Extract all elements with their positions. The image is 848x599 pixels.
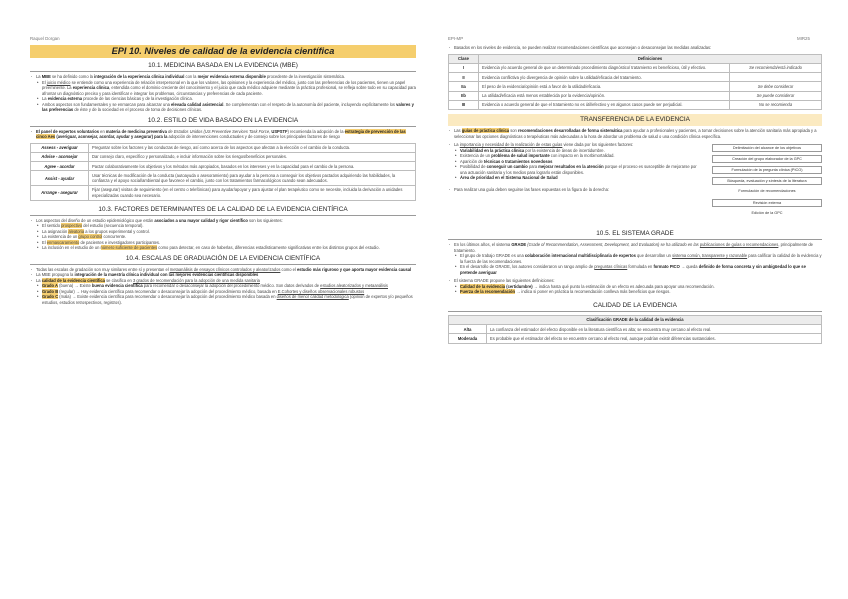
list-item: • Área de prioridad en el Sistema Nacional de Salud	[448, 175, 703, 181]
grade-b-item: • Grado B (regular) → Hay evidencia científica para recomendar o desaconsejar la adopción del procedimiento médico, basada en E.Cohortes y diseños observacionales robustos	[30, 289, 416, 295]
column-header: Definiciones	[479, 54, 822, 63]
list-item: • La evidencia externa procede de las ciencias básicas y de la investigación clínica.	[30, 96, 416, 102]
section-heading-transfer: TRANSFERENCIA DE LA EVIDENCIA	[448, 114, 822, 126]
recommendation-cell: No se recomienda	[730, 100, 822, 109]
definition-cell: Evidencia y/o acuerdo general de que un determinado procedimiento diagnóstico/ tratamiento es beneficioso, útil y efectivo.	[479, 63, 730, 72]
quality-level-cell: Moderada	[449, 334, 487, 343]
section-heading-quality: CALIDAD DE LA EVIDENCIA	[448, 300, 822, 312]
class-cell: IIa	[449, 82, 479, 91]
list-item: • El juicio médico se entiende como una experiencia de relación interpersonal en la que los valores, las opiniones y la experiencia del médico, junto con las preferencias de los pacientes, tienen un papel preeminente. La experiencia clínica, entendida como el dominio creciente del conocimiento y el juicio que cada médico adquiere mediante la práctica profesional, se refleja sobre todo en su capacidad para afrontar un diagnóstico preciso y para identificar e integrar los problemas, circunstancias y preferencias de cada paciente.	[30, 80, 416, 97]
table-title: Clasificación GRADE de la calidad de la evidencia	[449, 315, 822, 324]
five-as-description: Preguntar sobre los factores y las conductas de riesgo, así como acerca de los aspectos que afectan a la elección o el cambio de la conducta.	[89, 143, 416, 152]
paragraph: · El sistema GRADE propone las siguientes definiciones:	[448, 278, 822, 284]
table-row	[449, 100, 822, 109]
recommendation-cell	[730, 73, 822, 82]
grade-quality-table	[448, 315, 822, 344]
gpc-phase-box: Formulación de la pregunta clínica (PICO)	[712, 166, 822, 174]
list-item: • La existencia de un grupo control concurrente.	[30, 234, 416, 240]
paragraph: · La MBE propugna la integración de la maestría clínica individual con las mejores evidencias científicas disponibles	[30, 272, 416, 278]
author-label: Raquel Dorgan	[30, 36, 60, 41]
class-cell: III	[449, 100, 479, 109]
table-row	[449, 63, 822, 72]
grade-c-item: • Grado C (mala) → Existe evidencia científica para recomendar o desaconsejar la adopción del procedimiento médico basada en diseños de menor calidad metodológica (opinión de expertos y/o pequeños estudios, estudios retrospectivos, registros).	[30, 294, 416, 305]
paragraph: · La importancia y necesidad de la realización de estas guías viene dada por los siguientes factores:	[448, 142, 703, 148]
quality-level-cell: Alta	[449, 325, 487, 334]
definition-cell: Evidencia o acuerdo general de que el tratamiento no es útil/efectivo y en algunos casos puede ser perjudicial.	[479, 100, 730, 109]
table-row	[449, 334, 822, 343]
recommendation-class-table	[448, 54, 822, 111]
paragraph: · La calidad de la evidencia científica se clasifica en 3 grados de recomendación para la adopción de una medida sanitaria	[30, 278, 416, 284]
recommendation-cell: Se recomienda/está indicado	[730, 63, 822, 72]
paragraph: · Todas las escalas de gradación son muy similares entre sí y presentan el metaanálisis de ensayos clínicos controlados y aleatorizados como el estudio más riguroso y que aporta mayor evidencia causal	[30, 267, 416, 273]
gpc-phase-box: Creación del grupo elaborador de la GPC	[712, 155, 822, 163]
table-row	[449, 82, 822, 91]
section-heading-mbe: 10.1. MEDICINA BASADA EN LA EVIDENCIA (MBE)	[30, 60, 416, 72]
definition-cell: El peso de la evidencia/opinión está a favor de la utilidad/eficacia.	[479, 82, 730, 91]
class-cell: IIb	[449, 91, 479, 100]
list-item: • El grupo de trabajo GRADE es una colaboración internacional multidisciplinaria de expertos que desarrollan un sistema común, transparente y razonable para calificar la calidad de la evidencia y la fuerza de las recomendaciones.	[448, 253, 822, 264]
gpc-phase-box: Búsqueda, evaluación y síntesis de la literatura	[712, 177, 822, 185]
list-item: • Calidad de la evidencia (certidumbre) → indica hasta qué punto la estimación de un efecto es adecuada para apoyar una recomendación.	[448, 284, 822, 290]
right-page	[448, 45, 822, 344]
paragraph: · El panel de expertos voluntarios en materia de medicina preventiva de Estados Unidos (US Preventive Services Task Force, USPSTF) recomienda la adopción de la estrategia de prevención de las cinco Aes (averiguar, aconsejar, acordar, ayudar y asegurar) para la adopción de intervenciones conductuales y de consejo sobre los principales factores de riesgo	[30, 129, 416, 140]
section-heading-lifestyle: 10.2. ESTILO DE VIDA BASADO EN LA EVIDENCIA	[30, 115, 416, 127]
list-item: • El sentido prospectivo del estudio (secuencia temporal).	[30, 223, 416, 229]
table-row	[449, 91, 822, 100]
class-cell: II	[449, 73, 479, 82]
list-item: • Posibilidad de conseguir un cambio para mejorar resultados en la atención porque el proceso es susceptible de mejorarse por una actuación sanitaria y los medios para lograrlo están disponibles.	[448, 164, 703, 175]
course-label: EPI-MP	[448, 36, 464, 41]
five-as-key: Assess - averiguar	[31, 143, 89, 152]
paragraph: · La MBE se ha definido como la integración de la experiencia clínica individual con la mejor evidencia externa disponible procedente de la investigación sistemática.	[30, 74, 416, 80]
five-as-description: Pactar colaborativamente los objetivos y los métodos más apropiados, basados en los intereses y en la capacidad para el cambio de la persona.	[89, 162, 416, 171]
list-item: • La inclusión en el estudio de un número suficiente de pacientes como para detectar, en caso de haberlas, diferencias estadísticamente significativas entre los distintos grupos del estudio.	[30, 245, 416, 251]
definition-cell: La utilidad/eficacia está menos establecida por la evidencia/opinión.	[479, 91, 730, 100]
gpc-phase-box: Delimitación del alcance de los objetivos	[712, 144, 822, 152]
paragraph: · Los aspectos del diseño de un estudio epidemiológico que están asociados a una mayor calidad y rigor científico son los siguientes:	[30, 218, 416, 224]
five-as-key: Advise - aconsejar	[31, 152, 89, 161]
table-row	[31, 185, 416, 200]
quality-description-cell: La confianza del estimador del efecto disponible en la literatura científica es alta; se encuentra muy cercano al efecto real.	[487, 325, 822, 334]
five-as-key: Assist - ayudar	[31, 171, 89, 186]
gpc-phase-box: Edición de la GPC	[712, 210, 822, 218]
list-item: • Variabilidad en la práctica clínica por la existencia de áreas de incertidumbre.	[448, 148, 703, 154]
list-item: • El enmascaramiento de pacientes e investigadores participantes.	[30, 240, 416, 246]
page-title: EPI 10. Niveles de calidad de la evidencia científica	[30, 45, 416, 58]
section-heading-factors: 10.3. FACTORES DETERMINANTES DE LA CALIDAD DE LA EVIDENCIA CIENTÍFICA	[30, 204, 416, 216]
quality-description-cell: Es probable que el estimador del efecto se encuentre cercano al efecto real, aunque podrían existir diferencias sustanciales.	[487, 334, 822, 343]
paragraph: · Las guías de práctica clínica son recomendaciones desarrolladas de forma sistemática para ayudar a profesionales y pacientes, a tomar decisiones sobre la atención sanitaria más apropiada y a seleccionar las opciones diagnósticas o terapéuticas más adecuadas a la hora de abordar un problema de salud o una condición clínica específica.	[448, 128, 822, 139]
recommendation-cell: Se puede considerar	[730, 91, 822, 100]
section-heading-grade: 10.5. EL SISTEMA GRADE	[448, 228, 822, 240]
list-item: • La asignación aleatoria a los grupos experimental y control.	[30, 229, 416, 235]
list-item: • Existencia de un problema de salud importante con impacto en la morbimortalidad.	[448, 153, 703, 159]
paragraph: · Basados en los niveles de evidencia, se pueden realizar recomendaciones científicas que aconsejan o desaconsejan las medidas analizadas:	[448, 45, 822, 51]
column-header: Clase	[449, 54, 479, 63]
code-label: MIR25	[797, 36, 810, 41]
five-as-table	[30, 143, 416, 201]
five-as-description: Dar consejo claro, específico y personalizado, e incluir información sobre los riesgos/beneficios personales.	[89, 152, 416, 161]
grade-a-item: • Grado A (buena) → Existe buena evidencia científica para recomendar o desaconsejar la adopción del procedimiento médico. Son datos derivados de estudios aleatorizados y metaanálisis	[30, 283, 416, 289]
list-item: • En el desarrollo de GRADE, los autores consideraron un rango amplio de preguntas clínicas formulada en formato PICO → queda definido de forma concreta y sin ambigüedad lo que se pretende averiguar	[448, 264, 822, 275]
paragraph: · Para realizar una guía deben seguirse las fases expuestas en la figura de la derecha:	[448, 187, 703, 193]
five-as-key: Agree - acordar	[31, 162, 89, 171]
guide-factors-block	[448, 142, 822, 226]
paragraph: · En los últimos años, el sistema GRADE (Grade of Recommendation, Assessment, Development, and Evaluation) se ha utilizado en las publicaciones de guías o recomendaciones, principalmente de tratamiento.	[448, 242, 822, 253]
recommendation-cell: Se debe considerar	[730, 82, 822, 91]
class-cell: I	[449, 63, 479, 72]
five-as-key: Arrange - asegurar	[31, 185, 89, 200]
five-as-description: Fijar (asegurar) visitas de seguimiento (en el centro o telefónicas) para ayudar/apoyar y para ajustar el plan terapéutico como se necesite, incluida la derivación a unidades especializadas cuando sea necesario.	[89, 185, 416, 200]
table-row	[31, 162, 416, 171]
gpc-phase-box: Formulación de recomendaciones	[712, 188, 822, 196]
list-item: • Ambos aspectos son fundamentales y se enmarcan para alcanzar una elevada calidad asistencial. Se complementan con el respeto de la autonomía del paciente, incluyendo explícitamente los valores y las preferencias de éste y de la sociedad en el proceso de toma de decisiones clínicas.	[30, 102, 416, 113]
section-heading-scales: 10.4. ESCALAS DE GRADUACIÓN DE LA EVIDENCIA CIENTÍFICA	[30, 253, 416, 265]
five-as-description: Usar técnicas de modificación de la conducta (autoayuda o asesoramiento) para ayudar a la persona a conseguir los objetivos pactados adquiriendo las habilidades, la confianza y el apoyo social/ambiental que favorece el cambio, junto con los tratamientos farmacológicos cuando sean adecuados.	[89, 171, 416, 186]
left-page	[30, 45, 416, 305]
definition-cell: Evidencia conflictiva y/o divergencia de opinión sobre la utilidad/eficacia del tratamiento.	[479, 73, 730, 82]
table-row	[31, 152, 416, 161]
list-item: • Aparición de técnicas o tratamientos novedosos	[448, 159, 703, 165]
list-item: • Fuerza de la recomendación → indica si poner en práctica la recomendación conlleva más beneficios que riesgos.	[448, 289, 822, 295]
table-row	[31, 143, 416, 152]
table-row	[31, 171, 416, 186]
gpc-phase-box: Revisión externa	[712, 199, 822, 207]
table-row	[449, 325, 822, 334]
table-row	[449, 73, 822, 82]
gpc-phases-diagram	[712, 144, 822, 221]
